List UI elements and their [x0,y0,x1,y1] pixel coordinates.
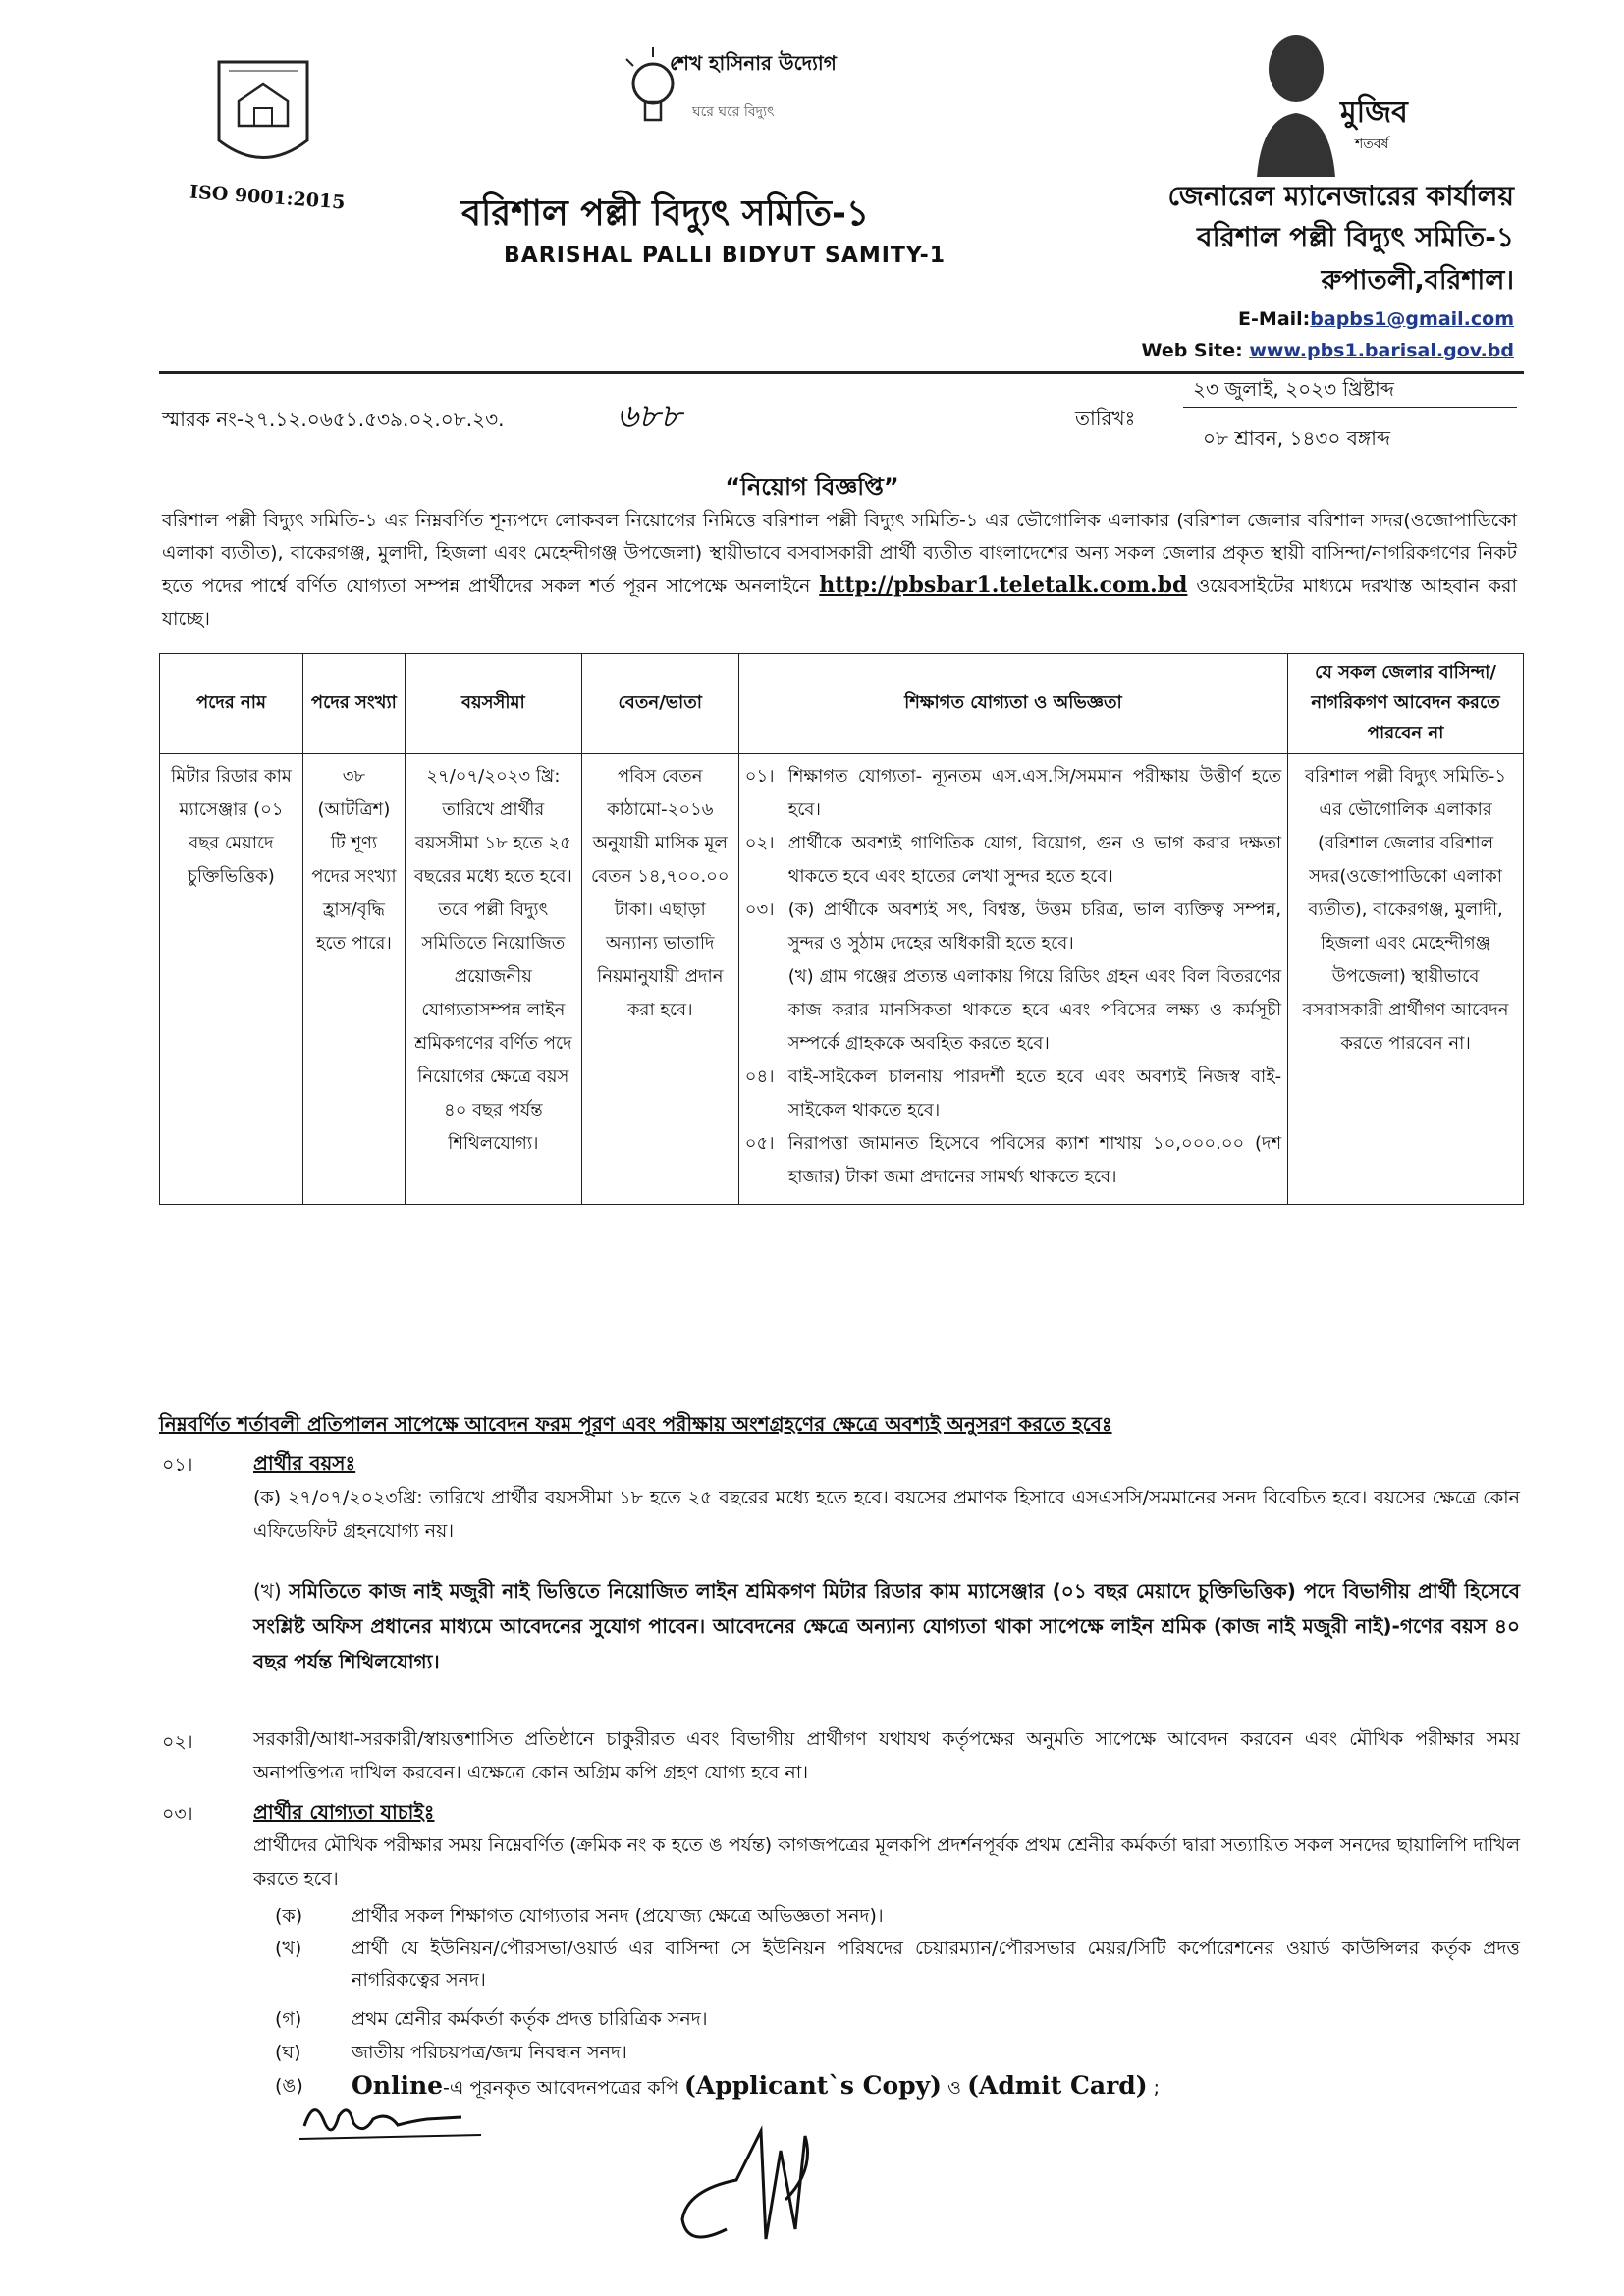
online-text: Online [352,2071,444,2100]
requirement-item [745,760,1281,827]
col-header-post: পদের নাম [160,654,303,754]
email-line [1238,308,1514,330]
document-list-item [275,1900,1520,1932]
requirement-number: ০৪। [744,1066,775,1087]
condition-1-heading: প্রার্থীর বয়সঃ [253,1451,356,1475]
office-line-1: জেনারেল ম্যানেজারের কার্যালয় [1167,180,1514,212]
condition-3-number: ০৩। [162,1803,193,1825]
col-header-count: পদের সংখ্যা [302,654,405,754]
samity-logo [209,57,317,175]
list-item-and: ও [942,2077,968,2099]
vacancy-table [159,653,1524,1205]
condition-1-b-text: সমিতিতে কাজ নাই মজুরী নাই ভিত্তিতে নিয়োজিত লাইন শ্রমিকগণ মিটার রিডার কাম ম্যাসেঞ্জার (০১ বছর মেয়াদে চুক্তিভিত্তিক) পদে বিভাগীয় প্রার্থী হিসেবে সংশ্লিষ্ট অফিস প্রধানের মাধ্যমে আবেদনের সুযোগ পাবেন। আবেদনের ক্ষেত্রে অন্যান্য যোগ্যতা থাকা সাপেক্ষে লাইন শ্রমিক (কাজ নাই মজুরী নাই)-গণের বয়স ৪০ বছর পর্যন্ত শিথিলযোগ্য। [253,1579,1520,1673]
memo-ref: স্মারক নং-২৭.১২.০৬৫১.৫৩৯.০২.০৮.২৩. [162,408,505,431]
cell-qualification [738,754,1287,1205]
table-header-row [160,654,1524,754]
condition-1-a: (ক) ২৭/০৭/২০২৩খ্রি: তারিখে প্রার্থীর বয়সসীমা ১৮ হতে ২৫ বছরের মধ্যে হতে হবে। বয়সের প্রমাণক হিসাবে এসএসসি/সমমানের সনদ বিবেচিত হবে। বয়সের ক্ষেত্রে কোন এফিডেফিট গ্রহনযোগ্য নয়। [253,1487,1520,1542]
web-label: Web Site: [1141,340,1250,361]
condition-1-b-lead: (খ) [253,1579,290,1603]
col-header-age: বয়সসীমা [405,654,581,754]
condition-3-heading: প্রার্থীর যোগ্যতা যাচাইঃ [253,1800,435,1824]
cell-salary: পবিস বেতন কাঠামো-২০১৬ অনুযায়ী মাসিক মূল বেতন ১৪,৭০০.০০ টাকা। এছাড়া অন্যান্য ভাতাদি নিয়মানুযায়ী প্রদান করা হবে। [581,754,738,1205]
list-item-text: প্রার্থীর সকল শিক্ষাগত যোগ্যতার সনদ (প্রযোজ্য ক্ষেত্রে অভিজ্ঞতা সনদ)। [352,1905,884,1927]
notice-title: “নিয়োগ বিজ্ঞপ্তি” [725,473,899,501]
list-item-number: (খ) [275,1938,302,1959]
list-item-text: প্রার্থী যে ইউনিয়ন/পৌরসভা/ওয়ার্ড এর বাসিন্দা সে ইউনিয়ন পরিষদের চেয়ারম্যান/পৌরসভার মেয়র/সিটি কর্পোরেশনের ওয়ার্ড কাউন্সিলর কর্তৃক প্রদত্ত নাগরিকত্বের সনদ। [352,1938,1520,1991]
table-row [160,754,1524,1205]
org-name-bn: বরিশাল পল্লী বিদ্যুৎ সমিতি-১ [461,193,870,234]
document-list-item [275,2003,1520,2035]
col-header-excluded: যে সকল জেলার বাসিন্দা/নাগরিকগণ আবেদন করতে পারবেন না [1288,654,1524,754]
requirement-text: নিরাপত্তা জামানত হিসেবে পবিসের ক্যাশ শাখায় ১০,০০০.০০ (দশ হাজার) টাকা জমা প্রদানের সামর্থ্য থাকতে হবে। [787,1133,1282,1187]
requirement-subitem: (খ) গ্রাম গঞ্জের প্রত্যন্ত এলাকায় গিয়ে রিডিং গ্রহন এবং বিল বিতরণের কাজ করার মানসিকতা থাকতে হবে এবং পবিসের লক্ষ্য ও কর্মসূচী সম্পর্কে গ্রাহককে অবহিত করতে হবে। [787,966,1282,1054]
web-line [1142,340,1514,361]
condition-2-number: ০২। [162,1731,193,1753]
requirement-number: ০২। [744,833,775,853]
requirement-text: বাই-সাইকেল চালনায় পারদর্শী হতে হবে এবং অবশ্যই নিজস্ব বাই-সাইকেল থাকতে হবে। [787,1066,1282,1121]
mujib-sub: শতবর্ষ [1355,137,1389,152]
office-line-2: বরিশাল পল্লী বিদ্যুৎ সমিতি-১ [1197,221,1514,253]
list-item-number: (ঙ) [275,2075,303,2097]
requirement-item [745,827,1281,894]
list-item-mid: -এ পূরনকৃত আবেদনপত্রের কপি [443,2077,684,2099]
iso-mark: ISO 9001:2015 [189,181,347,214]
condition-1-number: ০১। [162,1454,193,1476]
col-header-qualification: শিক্ষাগত যোগ্যতা ও অভিজ্ঞতা [738,654,1287,754]
document-list-item [275,1933,1520,1995]
date-label: তারিখঃ [1075,407,1136,430]
requirement-text: শিক্ষাগত যোগ্যতা- ন্যূনতম এস.এস.সি/সমমান পরীক্ষায় উত্তীর্ণ হতে হবে। [787,766,1282,820]
intro-text: বরিশাল পল্লী বিদ্যুৎ সমিতি-১ এর নিম্নবর্ণিত শূন্যপদে লোকবল নিয়োগের নিমিত্তে বরিশাল পল্লী বিদ্যুৎ সমিতি-১ এর ভৌগোলিক এলাকার (বরিশাল জেলার বরিশাল সদর(ওজোপাডিকো এলাকা ব্যতীত), বাকেরগঞ্জ, মুলাদী, হিজলা এবং মেহেন্দীগঞ্জ উপজেলা) স্থায়ীভাবে বসবাসকারী প্রার্থী ব্যতীত বাংলাদেশের অন্য সকল জেলার প্রকৃত স্থায়ী বাসিন্দা/নাগরিকগণের নিকট হতে পদের পার্শ্বে বর্ণিত যোগ্যতা সম্পন্ন প্রার্থীদের সকল শর্ত পূরন সাপেক্ষে অনলাইনে [162,510,1517,597]
col-header-salary: বেতন/ভাতা [581,654,738,754]
conditions-heading: নিম্নবর্ণিত শর্তাবলী প্রতিপালন সাপেক্ষে আবেদন ফরম পূরণ এবং পরীক্ষায় অংশগ্রহণের ক্ষেত্রে অবশ্যই অনুসরণ করতে হবেঃ [159,1412,1112,1436]
header-divider [159,371,1524,374]
requirement-item [745,1127,1281,1194]
cell-excluded: বরিশাল পল্লী বিদ্যুৎ সমিতি-১ এর ভৌগোলিক এলাকার (বরিশাল জেলার বরিশাল সদর(ওজোপাডিকো এলাকা ব্যতীত), বাকেরগঞ্জ, মুলাদী, হিজলা এবং মেহেন্দীগঞ্জ উপজেলা) স্থায়ীভাবে বসবাসকারী প্রার্থীগণ আবেদন করতে পারবেন না। [1288,754,1524,1205]
requirement-text: প্রার্থীকে অবশ্যই গাণিতিক যোগ, বিয়োগ, গুন ও ভাগ করার দক্ষতা থাকতে হবে এবং হাতের লেখা সুন্দর হতে হবে। [787,833,1282,887]
web-link[interactable]: www.pbs1.barisal.gov.bd [1249,340,1514,361]
list-item-number: (ঘ) [275,2042,301,2063]
memo-ref-handwritten: ৬৮৮ [617,397,682,436]
requirement-item [745,1061,1281,1127]
cell-post: মিটার রিডার কাম ম্যাসেঞ্জার (০১ বছর মেয়াদে চুক্তিভিত্তিক) [160,754,303,1205]
document-list-item [275,2037,1520,2068]
portrait-icon [1252,29,1340,177]
email-link[interactable]: bapbs1@gmail.com [1310,308,1514,330]
mujib-text: মুজিব [1340,95,1408,130]
requirement-number: ০১। [744,766,775,787]
cell-age: ২৭/০৭/২০২৩ খ্রি: তারিখে প্রার্থীর বয়সসীমা ১৮ হতে ২৫ বছরের মধ্যে হতে হবে। তবে পল্লী বিদ্যুৎ সমিতিতে নিয়োজিত প্রয়োজনীয় যোগ্যতাসম্পন্ন লাইন শ্রমিকগণের বর্ণিত পদে নিয়োগের ক্ষেত্রে বয়স ৪০ বছর পর্যন্ত শিথিলযোগ্য। [405,754,581,1205]
date-gregorian: ২৩ জুলাই, ২০২৩ খ্রিষ্টাব্দ [1193,377,1394,401]
requirement-text: (ক) প্রার্থীকে অবশ্যই সৎ, বিশ্বস্ত, উত্তম চরিত্র, ভাল ব্যক্তিত্ব সম্পন্ন, সুন্দর ও সুঠাম দেহের অধিকারী হতে হবে। [787,900,1282,954]
list-item-number: (গ) [275,2008,302,2030]
list-item-text: জাতীয় পরিচয়পত্র/জন্ম নিবন্ধন সনদ। [352,2042,627,2063]
admit-card-text: (Admit Card) [967,2071,1148,2100]
condition-3-intro: প্রার্থীদের মৌখিক পরীক্ষার সময় নিম্নেবর্ণিত (ক্রমিক নং ক হতে ঙ পর্যন্ত) কাগজপত্রের মূলকপি প্রদর্শনপূর্বক প্রথম শ্রেনীর কর্মকর্তা দ্বারা সত্যায়িত সকল সনদের ছায়ালিপি দাখিল করতে হবে। [253,1834,1520,1889]
date-divider [1183,407,1517,408]
date-bengali: ০৮ শ্রাবন, ১৪৩০ বঙ্গাব্দ [1203,426,1391,450]
slogan-logo [619,39,854,147]
signature-1 [295,2092,491,2151]
slogan-sub: ঘরে ঘরে বিদ্যুৎ [692,104,775,120]
list-item-text [352,2070,1520,2104]
email-label: E-Mail: [1238,308,1311,330]
intro-paragraph [162,505,1517,635]
requirement-number: ০৩। [744,900,775,920]
intro-text-end: ওয়েবসাইটের মাধ্যমে দরখাস্ত আহবান করা যাচ্ছে। [162,575,1517,629]
condition-1-b [253,1573,1520,1679]
office-line-3: রুপাতলী,বরিশাল। [1321,265,1514,296]
requirement-item [745,894,1281,960]
requirement-number: ০৫। [744,1133,775,1154]
list-item-end: ; [1147,2077,1161,2099]
list-item-text: প্রথম শ্রেনীর কর্মকর্তা কর্তৃক প্রদত্ত চারিত্রিক সনদ। [352,2008,708,2030]
cell-count: ৩৮ (আটত্রিশ) টি শূণ্য পদের সংখ্যা হ্রাস/বৃদ্ধি হতে পারে। [302,754,405,1205]
applicant-copy-text: (Applicant`s Copy) [684,2071,943,2100]
condition-2-text: সরকারী/আধা-সরকারী/স্বায়ত্তশাসিত প্রতিষ্ঠানে চাকুরীরত এবং বিভাগীয় প্রার্থীগণ যথাযথ কর্তৃপক্ষের অনুমতি সাপেক্ষে আবেদন করবেন এবং মৌখিক পরীক্ষার সময় অনাপত্তিপত্র দাখিল করবেন। এক্ষেত্রে কোন অগ্রিম কপি গ্রহণ যোগ্য হবে না। [253,1728,1520,1783]
apply-url[interactable]: http://pbsbar1.teletalk.com.bd [819,573,1188,598]
signature-2 [668,2111,864,2259]
slogan-text: শেখ হাসিনার উদ্যোগ [670,51,837,75]
list-item-number: (ক) [275,1905,303,1927]
org-name-en: BARISHAL PALLI BIDYUT SAMITY-1 [504,244,947,268]
